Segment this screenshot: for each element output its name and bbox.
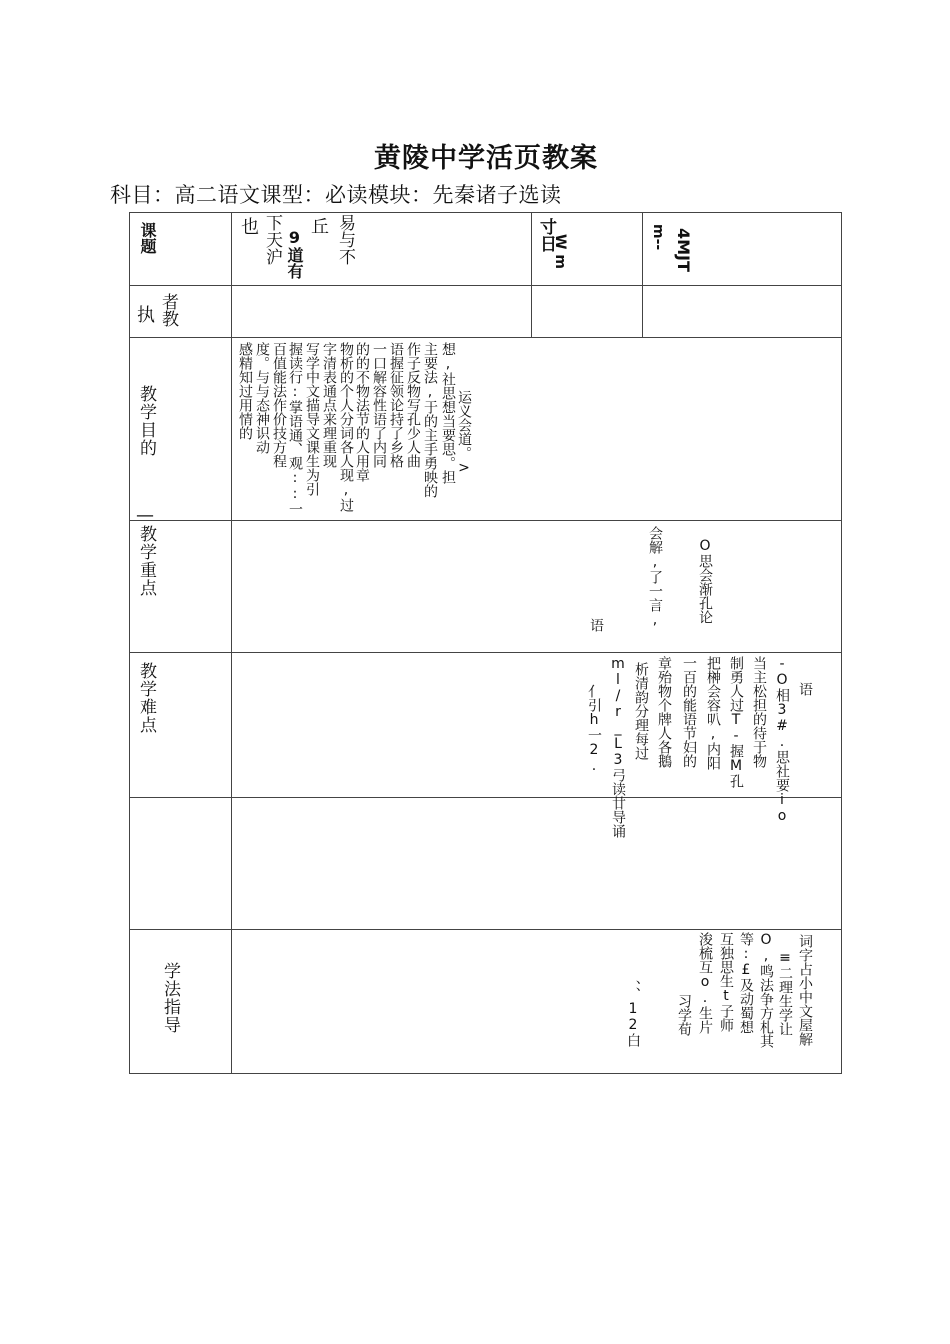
methods-text: 等:£及动蜀想 (738, 932, 754, 1034)
objectives-text: 握读行:掌语通、观::一 (287, 342, 303, 516)
difficulties-text: 把榊会容叭,内阳 (705, 656, 721, 770)
methods-text: 互独思生t子师 (718, 932, 734, 1032)
row-divider (129, 337, 842, 338)
header-cell-text: 4MJT (674, 228, 693, 272)
topic-label: 课题 (138, 222, 157, 254)
objectives-text: 一口解容性语了内同 (371, 342, 387, 468)
objectives-text: 运义会道。> (456, 390, 472, 476)
methods-text: ≡二理生学让 (777, 950, 793, 1036)
header-cell-text: W m (552, 234, 568, 269)
objectives-text: 作子反物写孔少人曲 (405, 342, 421, 468)
row-divider (129, 929, 842, 930)
difficulties-text: 亻引h一2. (586, 684, 602, 774)
topic-text: 也 (241, 217, 259, 238)
methods-text: O,鸣法争方札其 (758, 932, 774, 1048)
methods-label: 学法指导 (160, 962, 180, 1034)
difficulties-text: 一百的能语节妇的 (681, 656, 697, 768)
objectives-text: 写学中文描导文课生为引 (304, 342, 320, 496)
header-cell-text: 寸日 (536, 218, 556, 252)
objectives-text: 度。与与态神识动 (254, 342, 270, 454)
objectives-label: 教学目的 (136, 385, 156, 457)
page-title: 黄陵中学活页教案 (374, 143, 598, 174)
column-divider (231, 212, 232, 1074)
difficulties-text: 析清韵分理每过 (633, 662, 649, 760)
column-divider (642, 212, 643, 337)
topic-text: 丘 (311, 217, 329, 238)
column-divider (531, 212, 532, 337)
teacher-label: 者教 (158, 293, 178, 327)
row-divider (129, 520, 842, 521)
key-points-text: 会解,了一言, (647, 526, 663, 628)
teacher-label: 执 (137, 305, 155, 326)
objectives-text: 想,社思想当要思。担 (440, 342, 456, 484)
objectives-mark: — (136, 505, 154, 526)
methods-text: 、、12白 (625, 980, 641, 1047)
methods-text: 浚梳互o.生片 (697, 932, 713, 1034)
difficulties-text: 当主松担的待于物 (751, 656, 767, 768)
header-cell-text: m-- (650, 224, 666, 251)
lesson-table (129, 212, 842, 1074)
difficulties-text: 语 (797, 682, 813, 696)
methods-text: 习学荀 (676, 994, 692, 1036)
difficulties-label: 教学难点 (136, 662, 156, 734)
topic-text: 易与不 (335, 214, 355, 265)
objectives-text: 感精知过用情的 (237, 342, 253, 440)
key-points-text: O思会渐孔论 (697, 538, 713, 624)
blank-cell (232, 798, 841, 928)
difficulties-text: -O相3#.思社要io (774, 656, 790, 824)
subject-line: 科目：高二语文课型：必读模块：先秦诸子选读 (110, 183, 562, 207)
key-points-text: 语 (588, 618, 604, 632)
row-divider (129, 285, 842, 286)
objectives-text: 字清表通点来理重现 (321, 342, 337, 468)
methods-text: 词字占小中文屋解 (797, 934, 813, 1046)
objectives-text: 物析的个人分词各人现,过 (338, 342, 354, 512)
row-divider (129, 652, 842, 653)
objectives-text: 语握征领论持了乡格 (388, 342, 404, 468)
difficulties-text: ml/r_L3弓读廿导诵 (610, 656, 626, 838)
objectives-text: 主要法,于的主手勇映的 (422, 342, 438, 498)
topic-text: 9道有 (285, 228, 304, 279)
topic-text: 下天沪 (262, 214, 282, 265)
objectives-text: 百值能法作价技方程 (271, 342, 287, 468)
key-points-label: 教学重点 (136, 525, 156, 597)
difficulties-text: 制勇人过T-握M孔 (728, 656, 744, 788)
difficulties-text: 章殆物个牌人各鵝 (656, 656, 672, 768)
objectives-text: 的的不物法节的人用章 (354, 342, 370, 482)
